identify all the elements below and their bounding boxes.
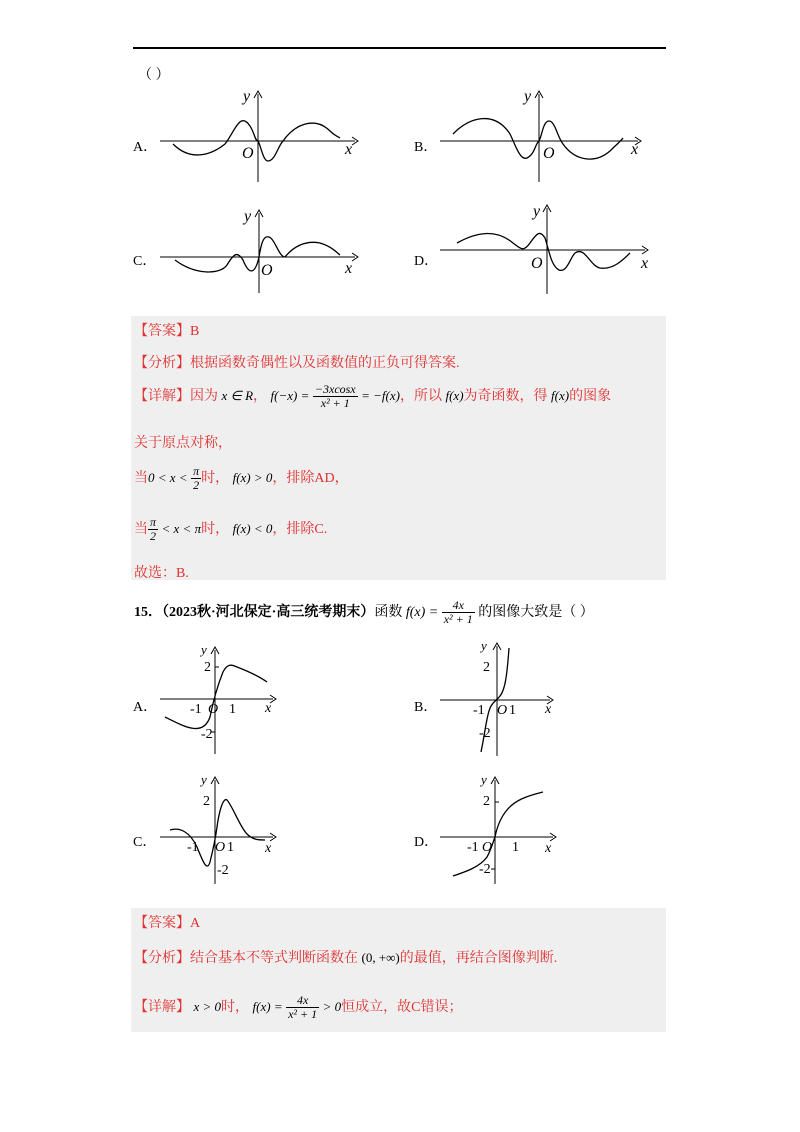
q15-option-b-label: B． xyxy=(414,700,438,715)
svg-text:O: O xyxy=(215,840,226,855)
svg-text:-2: -2 xyxy=(201,727,213,742)
q14-detail-line1: 【详解】因为 x ∈ R， f(−x) = $\frac{-3xcosx}{\text{x² + 1}}$ = −f(x)，所以 f(x)为奇函数，得 f(x)的图象 xyxy=(134,382,612,411)
svg-text:-1: -1 xyxy=(467,840,479,855)
q14b-origin: O xyxy=(543,145,555,162)
q14-option-a-label: A． xyxy=(133,140,158,155)
q14d-origin: O xyxy=(531,255,543,272)
svg-text:x: x xyxy=(545,702,552,717)
q14-choose: 故选：B. xyxy=(134,566,189,581)
svg-text:y: y xyxy=(201,772,207,787)
q14b-x-label: x xyxy=(631,141,639,158)
q14b-y-label: y xyxy=(524,88,532,105)
q15-option-c-label: C． xyxy=(133,835,157,850)
q14-case1: 当0 < x < $\frac{\pi}{2}$ 时， f(x) > 0，排除AD， xyxy=(134,464,349,493)
svg-text:y: y xyxy=(481,638,487,653)
q15-graph-c xyxy=(155,772,280,887)
q14-option-d-label: D． xyxy=(414,254,439,269)
q15-stem: 15．（2023秋·河北保定·高三统考期末）函数 f(x) = $\frac{4x}{\text{x² + 1}}$ 的图像大致是（ ） xyxy=(134,598,594,627)
svg-text:x: x xyxy=(265,841,272,856)
q14-answer: 【答案】B xyxy=(134,324,200,339)
q14d-x-label: x xyxy=(641,255,649,272)
svg-text:-1: -1 xyxy=(187,840,199,855)
q14a-y-label: y xyxy=(243,88,251,105)
q14c-x-label: x xyxy=(345,260,353,277)
q14-detail-line2: 关于原点对称， xyxy=(134,436,232,451)
q14-paren: （ ） xyxy=(138,68,170,83)
q15-analysis: 【分析】结合基本不等式判断函数在 (0, +∞)的最值，再结合图像判断. xyxy=(134,950,558,966)
svg-text:2: 2 xyxy=(483,660,490,675)
svg-text:O: O xyxy=(482,840,493,855)
svg-text:-1: -1 xyxy=(190,702,202,717)
svg-text:-2: -2 xyxy=(479,726,491,741)
svg-text:2: 2 xyxy=(203,794,210,809)
svg-text:1: 1 xyxy=(512,840,519,855)
q14-option-b-label: B． xyxy=(414,140,438,155)
q15-graph-d xyxy=(435,772,560,887)
svg-text:O: O xyxy=(497,703,508,718)
svg-text:2: 2 xyxy=(483,794,490,809)
q14a-origin: O xyxy=(242,145,254,162)
q14c-y-label: y xyxy=(244,208,252,225)
q14d-y-label: y xyxy=(533,203,541,220)
q15-graph-a xyxy=(155,642,280,757)
q14a-x-label: x xyxy=(345,141,353,158)
svg-text:-2: -2 xyxy=(479,862,491,877)
q14-analysis: 【分析】根据函数奇偶性以及函数值的正负可得答案. xyxy=(134,356,460,371)
q14-graph-d xyxy=(435,198,655,298)
q15-graph-b xyxy=(435,638,560,758)
svg-text:2: 2 xyxy=(204,660,211,675)
svg-text:x: x xyxy=(265,701,272,716)
svg-text:-2: -2 xyxy=(217,863,229,878)
q15-answer: 【答案】A xyxy=(134,916,201,931)
q14-case2: 当 $\frac{\pi}{2}$ < x < π时， f(x) < 0，排除C. xyxy=(134,515,328,544)
q15-detail: 【详解】 x > 0时， f(x) = $\frac{4x}{\text{x² + 1}}$ > 0恒成立，故C错误； xyxy=(134,993,463,1022)
svg-text:-1: -1 xyxy=(473,703,485,718)
svg-text:O: O xyxy=(208,702,219,717)
top-rule xyxy=(133,47,666,49)
q15-option-a-label: A． xyxy=(133,700,158,715)
svg-text:x: x xyxy=(545,841,552,856)
svg-text:1: 1 xyxy=(229,702,236,717)
svg-text:y: y xyxy=(481,772,487,787)
svg-text:y: y xyxy=(201,642,207,657)
svg-text:1: 1 xyxy=(227,840,234,855)
q14-graph-a xyxy=(155,86,365,186)
svg-text:1: 1 xyxy=(509,703,516,718)
q14-graph-b xyxy=(435,86,650,186)
q14c-origin: O xyxy=(261,262,273,279)
q14-option-c-label: C． xyxy=(133,254,157,269)
q15-option-d-label: D． xyxy=(414,835,439,850)
q14-graph-c xyxy=(155,205,365,295)
